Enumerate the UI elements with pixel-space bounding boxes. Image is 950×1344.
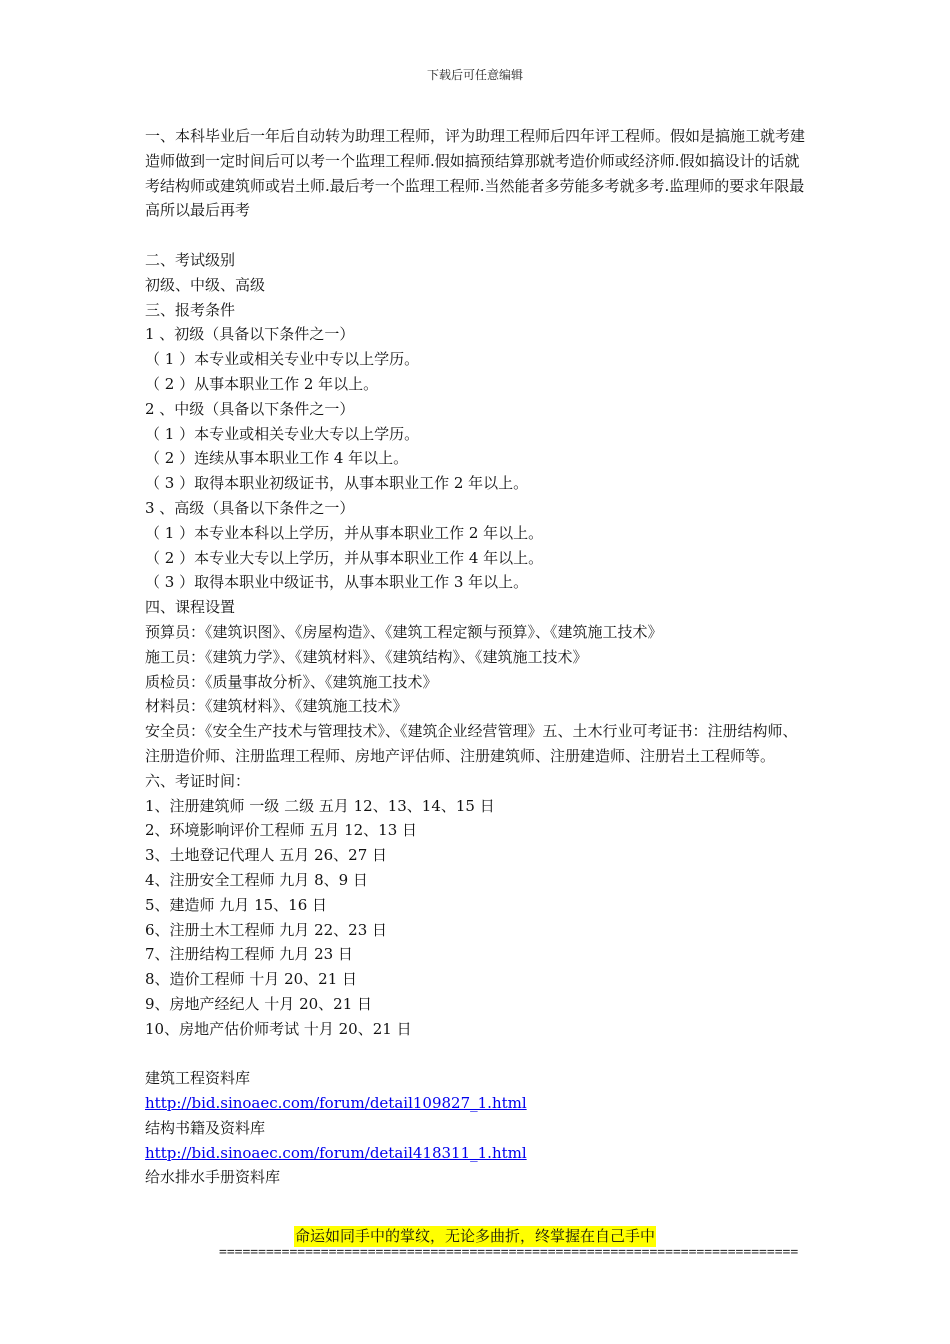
text-line: 安全员：《安全生产技术与管理技术》、《建筑企业经营管理》五、土木行业可考证书：注册结构师、注册造价师、注册监理工程师、房地产评估师、注册建筑师、注册建造师、注册岩土工程师等。: [145, 722, 798, 765]
text-line: （ 1 ）本专业或相关专业中专以上学历。: [145, 350, 420, 369]
text-line: 3 、高级（具备以下条件之一）: [145, 498, 355, 517]
text-line: （ 2 ）本专业大专以上学历，并从事本职业工作 4 年以上。: [145, 548, 544, 567]
text-line: 4、注册安全工程师 九月 8、9 日: [145, 870, 368, 889]
resource-section: [145, 1066, 807, 1190]
text-line: 2、环境影响评价工程师 五月 12、13 日: [145, 821, 418, 840]
text-line: 10、房地产估价师考试 十月 20、21 日: [145, 1019, 412, 1038]
intro-paragraph: 一、本科毕业后一年后自动转为助理工程师，评为助理工程师后四年评工程师。假如是搞施工就考建造师做到一定时间后可以考一个监理工程师.假如搞预结算那就考造价师或经济师.假如搞设计的话就考结构师或建筑师或岩土师.最后考一个监理工程师.当然能者多劳能多考就多考.监理师的要求年限最高所以最后再考: [145, 127, 806, 220]
resource-title: 给水排水手册资料库: [145, 1168, 281, 1187]
text-line: 9、房地产经纪人 十月 20、21 日: [145, 994, 373, 1013]
text-line: 初级、中级、高级: [145, 275, 266, 294]
text-line: 5、建造师 九月 15、16 日: [145, 895, 328, 914]
text-line: 7、注册结构工程师 九月 23 日: [145, 945, 353, 964]
text-line: 1 、初级（具备以下条件之一）: [145, 325, 355, 344]
text-line: （ 3 ）取得本职业初级证书，从事本职业工作 2 年以上。: [145, 474, 529, 493]
text-line: （ 1 ）本专业或相关专业大专以上学历。: [145, 424, 420, 443]
text-line: 六、考证时间：: [145, 771, 251, 790]
text-line: 预算员：《建筑识图》、《房屋构造》、《建筑工程定额与预算》、《建筑施工技术》: [145, 622, 663, 641]
resource-link[interactable]: http://bid.sinoaec.com/forum/detail109827_1.html: [145, 1094, 527, 1113]
text-line: 四、课程设置: [145, 598, 236, 617]
resource-link[interactable]: http://bid.sinoaec.com/forum/detail418311_1.html: [145, 1143, 527, 1162]
text-line: 8、造价工程师 十月 20、21 日: [145, 970, 358, 989]
text-line: 三、报考条件: [145, 300, 236, 319]
section-list: [145, 248, 807, 1042]
footer-divider: ==========================================================================: [219, 1245, 799, 1260]
resource-title: 建筑工程资料库: [145, 1069, 251, 1088]
text-line: 二、考试级别: [145, 250, 236, 269]
footer: [0, 1226, 950, 1247]
text-line: （ 1 ）本专业本科以上学历，并从事本职业工作 2 年以上。: [145, 523, 544, 542]
text-line: 3、土地登记代理人 五月 26、27 日: [145, 846, 388, 865]
document-body: [145, 124, 807, 1190]
page-header: 下载后可任意编辑: [426, 68, 523, 82]
text-line: 1、注册建筑师 一级 二级 五月 12、13、14、15 日: [145, 796, 495, 815]
text-line: 材料员：《建筑材料》、《建筑施工技术》: [145, 697, 408, 716]
text-line: 2 、中级（具备以下条件之一）: [145, 399, 355, 418]
footer-motto: 命运如同手中的掌纹，无论多曲折，终掌握在自己手中: [294, 1227, 655, 1245]
text-line: （ 2 ）从事本职业工作 2 年以上。: [145, 374, 379, 393]
text-line: 施工员：《建筑力学》、《建筑材料》、《建筑结构》、《建筑施工技术》: [145, 647, 588, 666]
text-line: （ 2 ）连续从事本职业工作 4 年以上。: [145, 449, 409, 468]
resource-title: 结构书籍及资料库: [145, 1118, 266, 1137]
text-line: （ 3 ）取得本职业中级证书，从事本职业工作 3 年以上。: [145, 573, 529, 592]
text-line: 质检员：《质量事故分析》、《建筑施工技术》: [145, 672, 438, 691]
text-line: 6、注册土木工程师 九月 22、23 日: [145, 920, 388, 939]
